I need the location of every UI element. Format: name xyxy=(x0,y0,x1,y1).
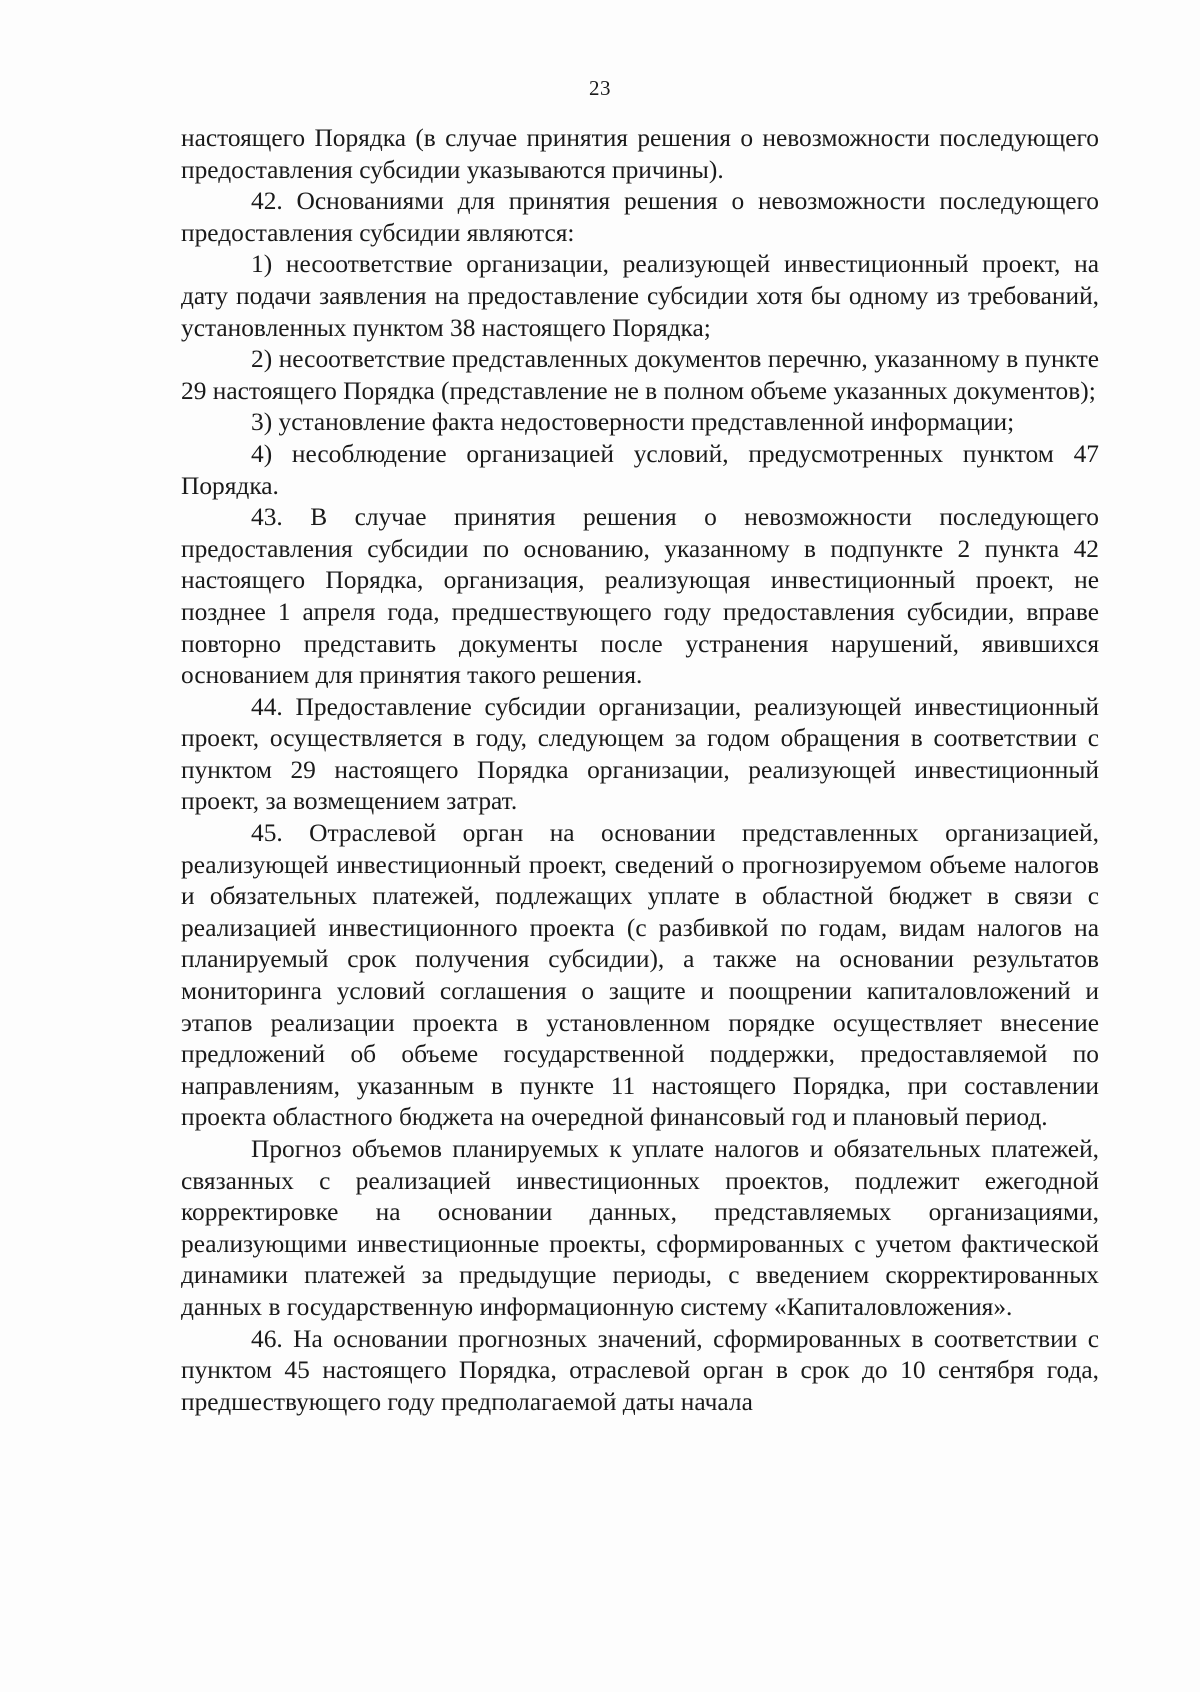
document-body xyxy=(181,123,1099,1418)
paragraph-42: 42. Основаниями для принятия решения о невозможности последующего предоставления субсидии являются: xyxy=(181,187,1099,247)
paragraph-42-item-1: 1) несоответствие организации, реализующей инвестиционный проект, на дату подачи заявления на предоставление субсидии хотя бы одному из требований, установленных пунктом 38 настоящего Порядка; xyxy=(181,250,1099,342)
page-number: 23 xyxy=(589,76,611,100)
paragraph-43: 43. В случае принятия решения о невозможности последующего предоставления субсидии по основанию, указанному в подпункте 2 пункта 42 настоящего Порядка, организация, реализующая инвестиционный проект, не позднее 1 апреля года, предшествующего году предоставления субсидии, вправе повторно представить документы после устранения нарушений, явившихся основанием для принятия такого решения. xyxy=(181,503,1099,690)
paragraph-42-item-4: 4) несоблюдение организацией условий, предусмотренных пунктом 47 Порядка. xyxy=(181,439,1099,500)
paragraph-44: 44. Предоставление субсидии организации, реализующей инвестиционный проект, осуществляется в году, следующем за годом обращения в соответствии с пунктом 29 настоящего Порядка организации, реализующей инвестиционный проект, за возмещением затрат. xyxy=(181,692,1099,816)
paragraph-45: 45. Отраслевой орган на основании представленных организацией, реализующей инвестиционный проект, сведений о прогнозируемом объеме налогов и обязательных платежей, подлежащих уплате в областной бюджет в связи с реализацией инвестиционного проекта (с разбивкой по годам, видам налогов на планируемый срок получения субсидии), а также на основании результатов мониторинга условий соглашения о защите и поощрении капиталовложений и этапов реализации проекта в установленном порядке осуществляет внесение предложений об объеме государственной поддержки, предоставляемой по направлениям, указанным в пункте 11 настоящего Порядка, при составлении проекта областного бюджета на очередной финансовый год и плановый период. xyxy=(181,819,1099,1132)
paragraph-42-item-2: 2) несоответствие представленных документов перечню, указанному в пункте 29 настоящего Порядка (представление не в полном объеме указанных документов); xyxy=(181,345,1099,405)
paragraph-45-forecast: Прогноз объемов планируемых к уплате налогов и обязательных платежей, связанных с реализацией инвестиционных проектов, подлежит ежегодной корректировке на основании данных, представляемых организациями, реализующими инвестиционные проекты, сформированных с учетом фактической динамики платежей за предыдущие периоды, с введением скорректированных данных в государственную информационную систему «Капиталовложения». xyxy=(181,1135,1099,1321)
paragraph-42-item-3: 3) установление факта недостоверности представленной информации; xyxy=(251,408,1015,437)
paragraph-46: 46. На основании прогнозных значений, сформированных в соответствии с пунктом 45 настоящего Порядка, отраслевой орган в срок до 10 сентября года, предшествующего году предполагаемой даты начала xyxy=(181,1324,1099,1416)
paragraph-continuation: настоящего Порядка (в случае принятия решения о невозможности последующего предоставления субсидии указываются причины). xyxy=(181,124,1099,184)
